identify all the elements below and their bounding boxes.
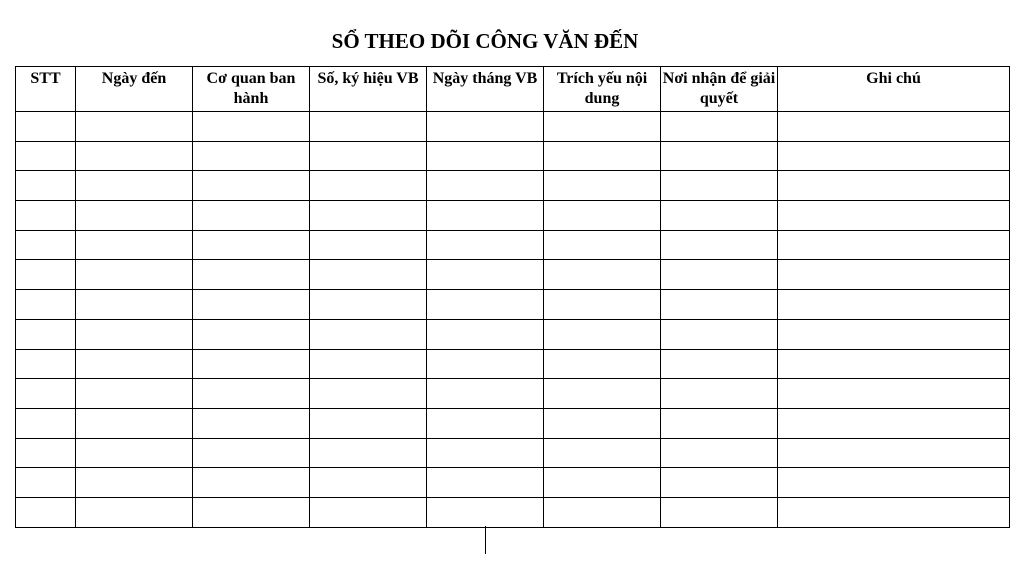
- text-cursor: [485, 526, 486, 554]
- table-cell[interactable]: [310, 171, 427, 201]
- table-cell[interactable]: [427, 468, 544, 498]
- table-cell[interactable]: [193, 438, 310, 468]
- table-cell[interactable]: [193, 112, 310, 142]
- table-cell[interactable]: [661, 379, 778, 409]
- table-cell[interactable]: [778, 201, 1010, 231]
- table-cell[interactable]: [16, 201, 76, 231]
- table-cell[interactable]: [193, 230, 310, 260]
- table-cell[interactable]: [310, 468, 427, 498]
- column-header-ghi-chu: Ghi chú: [778, 67, 1010, 112]
- table-cell[interactable]: [76, 379, 193, 409]
- table-cell[interactable]: [778, 497, 1010, 527]
- table-cell[interactable]: [193, 290, 310, 320]
- table-cell[interactable]: [544, 112, 661, 142]
- table-cell[interactable]: [427, 201, 544, 231]
- table-cell[interactable]: [778, 290, 1010, 320]
- table-cell[interactable]: [778, 468, 1010, 498]
- table-cell[interactable]: [661, 349, 778, 379]
- table-cell[interactable]: [76, 319, 193, 349]
- table-cell[interactable]: [661, 201, 778, 231]
- table-row: [16, 319, 1010, 349]
- table-cell[interactable]: [310, 319, 427, 349]
- table-cell[interactable]: [661, 112, 778, 142]
- table-cell[interactable]: [310, 497, 427, 527]
- table-cell[interactable]: [427, 260, 544, 290]
- table-cell[interactable]: [544, 260, 661, 290]
- table-row: [16, 290, 1010, 320]
- column-header-ngay-thang-vb: Ngày tháng VB: [427, 67, 544, 112]
- table-cell[interactable]: [544, 171, 661, 201]
- table-cell[interactable]: [16, 438, 76, 468]
- table-cell[interactable]: [544, 290, 661, 320]
- table-cell[interactable]: [193, 349, 310, 379]
- table-cell[interactable]: [16, 349, 76, 379]
- table-cell[interactable]: [76, 290, 193, 320]
- table-cell[interactable]: [193, 468, 310, 498]
- table-cell[interactable]: [544, 349, 661, 379]
- table-cell[interactable]: [76, 112, 193, 142]
- table-cell[interactable]: [778, 379, 1010, 409]
- table-cell[interactable]: [544, 141, 661, 171]
- table-cell[interactable]: [544, 408, 661, 438]
- table-cell[interactable]: [427, 141, 544, 171]
- column-header-stt: STT: [16, 67, 76, 112]
- table-row: [16, 349, 1010, 379]
- table-cell[interactable]: [16, 468, 76, 498]
- table-cell[interactable]: [544, 379, 661, 409]
- table-cell[interactable]: [427, 171, 544, 201]
- table-header-row: [16, 67, 1010, 112]
- table-cell[interactable]: [544, 468, 661, 498]
- table-cell[interactable]: [310, 112, 427, 142]
- table-cell[interactable]: [16, 290, 76, 320]
- table-cell[interactable]: [310, 379, 427, 409]
- table-body: [16, 112, 1010, 528]
- table-cell[interactable]: [427, 438, 544, 468]
- table-cell[interactable]: [16, 408, 76, 438]
- table-cell[interactable]: [778, 408, 1010, 438]
- table-cell[interactable]: [310, 260, 427, 290]
- table-row: [16, 141, 1010, 171]
- column-header-noi-nhan-de-giai-quyet: Nơi nhận để giải quyết: [661, 67, 778, 112]
- table-cell[interactable]: [661, 468, 778, 498]
- table-cell[interactable]: [16, 230, 76, 260]
- table-cell[interactable]: [310, 141, 427, 171]
- document-title: SỔ THEO DÕI CÔNG VĂN ĐẾN: [331, 29, 639, 53]
- table-cell[interactable]: [661, 290, 778, 320]
- table-cell[interactable]: [661, 260, 778, 290]
- table-row: [16, 408, 1010, 438]
- table-cell[interactable]: [310, 201, 427, 231]
- table-cell[interactable]: [193, 201, 310, 231]
- table-row: [16, 497, 1010, 527]
- table-cell[interactable]: [16, 260, 76, 290]
- table-cell[interactable]: [427, 408, 544, 438]
- table-cell[interactable]: [76, 438, 193, 468]
- table-cell[interactable]: [76, 230, 193, 260]
- table-cell[interactable]: [310, 349, 427, 379]
- table-cell[interactable]: [16, 379, 76, 409]
- table-cell[interactable]: [193, 379, 310, 409]
- table-cell[interactable]: [661, 497, 778, 527]
- table-cell[interactable]: [16, 112, 76, 142]
- table-cell[interactable]: [778, 112, 1010, 142]
- table-cell[interactable]: [778, 230, 1010, 260]
- table-cell[interactable]: [193, 408, 310, 438]
- table-cell[interactable]: [76, 497, 193, 527]
- table-cell[interactable]: [16, 319, 76, 349]
- table-cell[interactable]: [427, 290, 544, 320]
- table-cell[interactable]: [76, 260, 193, 290]
- table-cell[interactable]: [544, 319, 661, 349]
- table-row: [16, 171, 1010, 201]
- table-row: [16, 112, 1010, 142]
- table-cell[interactable]: [778, 349, 1010, 379]
- table-cell[interactable]: [778, 438, 1010, 468]
- table-cell[interactable]: [661, 319, 778, 349]
- table-cell[interactable]: [427, 349, 544, 379]
- column-header-co-quan-ban-hanh: Cơ quan ban hành: [193, 67, 310, 112]
- table-cell[interactable]: [193, 141, 310, 171]
- table-cell[interactable]: [544, 201, 661, 231]
- table-cell[interactable]: [76, 349, 193, 379]
- table-cell[interactable]: [16, 497, 76, 527]
- column-header-so-ky-hieu-vb: Số, ký hiệu VB: [310, 67, 427, 112]
- table-row: [16, 438, 1010, 468]
- table-row: [16, 230, 1010, 260]
- table-cell[interactable]: [661, 171, 778, 201]
- table-cell[interactable]: [427, 230, 544, 260]
- table-cell[interactable]: [661, 141, 778, 171]
- table-cell[interactable]: [778, 260, 1010, 290]
- table-cell[interactable]: [16, 141, 76, 171]
- table-cell[interactable]: [310, 438, 427, 468]
- table-cell[interactable]: [427, 319, 544, 349]
- table-cell[interactable]: [193, 171, 310, 201]
- table-cell[interactable]: [310, 230, 427, 260]
- column-header-trich-yeu-noi-dung: Trích yếu nội dung: [544, 67, 661, 112]
- incoming-document-log-table: [15, 66, 1010, 528]
- table-cell[interactable]: [193, 260, 310, 290]
- table-cell[interactable]: [16, 171, 76, 201]
- table-cell[interactable]: [544, 497, 661, 527]
- table-cell[interactable]: [76, 171, 193, 201]
- table-cell[interactable]: [778, 141, 1010, 171]
- table-cell[interactable]: [76, 468, 193, 498]
- table-row: [16, 201, 1010, 231]
- table-cell[interactable]: [544, 230, 661, 260]
- table-cell[interactable]: [76, 201, 193, 231]
- table-row: [16, 468, 1010, 498]
- table-cell[interactable]: [661, 408, 778, 438]
- table-cell[interactable]: [661, 438, 778, 468]
- table-cell[interactable]: [427, 112, 544, 142]
- table-cell[interactable]: [661, 230, 778, 260]
- table-cell[interactable]: [76, 141, 193, 171]
- table-cell[interactable]: [778, 171, 1010, 201]
- table-row: [16, 260, 1010, 290]
- table-cell[interactable]: [427, 379, 544, 409]
- table-cell[interactable]: [427, 497, 544, 527]
- table-cell[interactable]: [193, 497, 310, 527]
- table-cell[interactable]: [310, 290, 427, 320]
- column-header-ngay-den: Ngày đến: [76, 67, 193, 112]
- table-cell[interactable]: [193, 319, 310, 349]
- table-cell[interactable]: [544, 438, 661, 468]
- table-row: [16, 379, 1010, 409]
- table-cell[interactable]: [310, 408, 427, 438]
- table-cell[interactable]: [778, 319, 1010, 349]
- table-cell[interactable]: [76, 408, 193, 438]
